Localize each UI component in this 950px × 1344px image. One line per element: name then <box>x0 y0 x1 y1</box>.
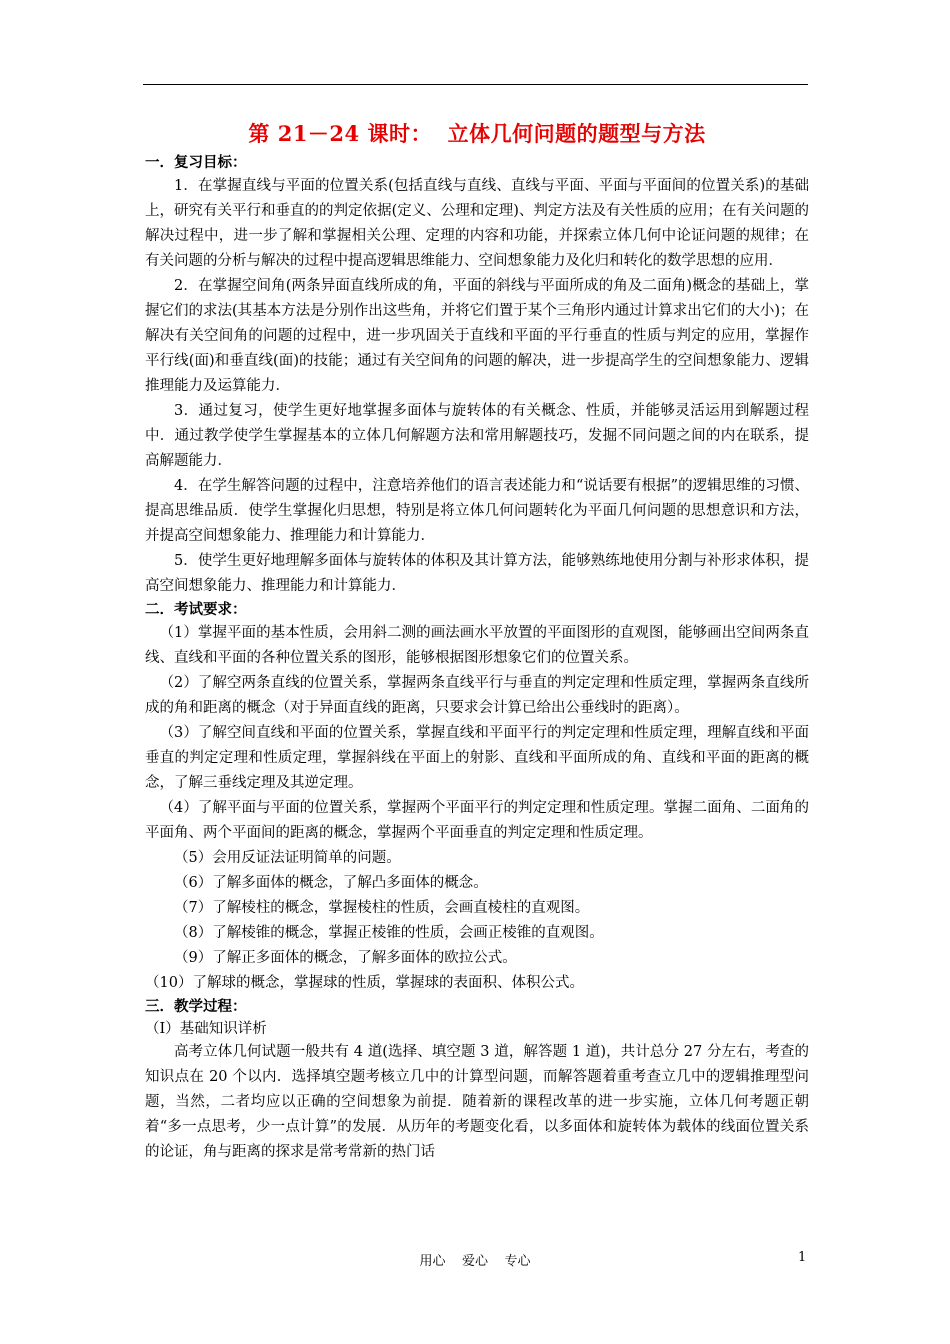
requirement-item-5: （5）会用反证法证明简单的问题。 <box>174 850 401 866</box>
requirement-item-4: （4）了解平面与平面的位置关系，掌握两个平面平行的判定定理和性质定理。掌握二面角、二面角的平面角、两个平面间的距离的概念，掌握两个平面垂直的判定定理和性质定理。 <box>145 800 809 841</box>
document-title: 第 21－24 课时： 立体几何问题的题型与方法 <box>248 121 706 146</box>
goal-paragraph-4: 4．在学生解答问题的过程中，注意培养他们的语言表述能力和“说话要有根据”的逻辑思维的习惯、提高思维品质．使学生掌握化归思想，特别是将立体几何问题转化为平面几何问题的思想意识和方法，并提高空间想象能力、推理能力和计算能力． <box>145 478 809 544</box>
requirement-item-8: （8）了解棱锥的概念，掌握正棱锥的性质，会画正棱锥的直观图。 <box>174 925 604 941</box>
goal-paragraph-3: 3．通过复习，使学生更好地掌握多面体与旋转体的有关概念、性质，并能够灵活运用到解题过程中．通过教学使学生掌握基本的立体几何解题方法和常用解题技巧，发掘不同问题之间的内在联系，提高解题能力． <box>145 403 809 469</box>
header-rule <box>143 84 808 85</box>
requirement-item-7: （7）了解棱柱的概念，掌握棱柱的性质，会画直棱柱的直观图。 <box>174 900 590 916</box>
footer-motto: 用心 爱心 专心 <box>419 1254 531 1269</box>
goal-paragraph-1: 1．在掌握直线与平面的位置关系(包括直线与直线、直线与平面、平面与平面间的位置关系)的基础上，研究有关平行和垂直的的判定依据(定义、公理和定理)、判定方法及有关性质的应用；在有关问题的解决过程中，进一步了解和掌握相关公理、定理的内容和功能，并探索立体几何中论证问题的规律；在有关问题的分析与解决的过程中提高逻辑思维能力、空间想象能力及化归和转化的数学思想的应用． <box>145 178 809 269</box>
requirement-item-3: （3）了解空间直线和平面的位置关系，掌握直线和平面平行的判定定理和性质定理，理解直线和平面垂直的判定定理和性质定理，掌握斜线在平面上的射影、直线和平面所成的角、直线和平面的距离的概念，了解三垂线定理及其逆定理。 <box>145 725 809 791</box>
requirement-item-1: （1）掌握平面的基本性质，会用斜二测的画法画水平放置的平面图形的直观图，能够画出空间两条直线、直线和平面的各种位置关系的图形，能够根据图形想象它们的位置关系。 <box>145 625 809 666</box>
section-heading-goals: 一．复习目标： <box>145 154 247 171</box>
process-subheading: （Ⅰ）基础知识详析 <box>145 1021 267 1037</box>
goal-paragraph-5: 5．使学生更好地理解多面体与旋转体的体积及其计算方法，能够熟练地使用分割与补形求体积，提高空间想象能力、推理能力和计算能力． <box>145 553 809 594</box>
section-heading-process: 三．教学过程： <box>145 998 247 1015</box>
requirement-item-9: （9）了解正多面体的概念，了解多面体的欧拉公式。 <box>174 950 517 966</box>
section-heading-requirements: 二．考试要求： <box>145 601 247 618</box>
requirement-item-10: （10）了解球的概念，掌握球的性质，掌握球的表面积、体积公式。 <box>145 975 584 991</box>
document-body <box>145 120 809 1165</box>
requirement-item-6: （6）了解多面体的概念，了解凸多面体的概念。 <box>174 875 488 891</box>
process-paragraph: 高考立体几何试题一般共有 4 道(选择、填空题 3 道，解答题 1 道)，共计总分 27 分左右，考查的知识点在 20 个以内．选择填空题考核立几中的计算型问题，而解答题着重考查立几中的逻辑推理型问题，当然，二者均应以正确的空间想象为前提．随着新的课程改革的进一步实施，立体几何考题正朝着“多一点思考，少一点计算”的发展．从历年的考题变化看，以多面体和旋转体为载体的线面位置关系的论证，角与距离的探求是常考常新的热门话 <box>145 1044 809 1160</box>
requirement-item-2: （2）了解空两条直线的位置关系，掌握两条直线平行与垂直的判定定理和性质定理，掌握两条直线所成的角和距离的概念（对于异面直线的距离，只要求会计算已给出公垂线时的距离）。 <box>145 675 809 716</box>
page-number: 1 <box>798 1250 807 1265</box>
goal-paragraph-2: 2．在掌握空间角(两条异面直线所成的角，平面的斜线与平面所成的角及二面角)概念的基础上，掌握它们的求法(其基本方法是分别作出这些角，并将它们置于某个三角形内通过计算求出它们的大小)；在解决有关空间角的问题的过程中，进一步巩固关于直线和平面的平行垂直的性质与判定的应用，掌握作平行线(面)和垂直线(面)的技能；通过有关空间角的问题的解决，进一步提高学生的空间想象能力、逻辑推理能力及运算能力． <box>145 278 809 394</box>
